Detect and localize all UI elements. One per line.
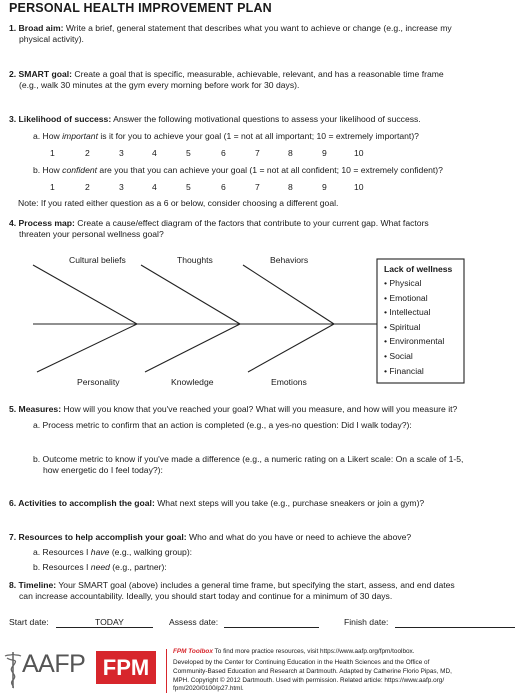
fishbone-label-emotions: Emotions (271, 377, 307, 387)
rating-option[interactable]: 6 (221, 148, 226, 158)
rating-option[interactable]: 4 (152, 182, 157, 192)
rating-option[interactable]: 5 (186, 148, 191, 158)
fishbone-label-thoughts: Thoughts (177, 255, 213, 265)
rating-option[interactable]: 7 (255, 148, 260, 158)
section-text-cont: physical activity). (19, 34, 84, 45)
likelihood-note: Note: If you rated either question as a 6 or below, consider choosing a different goal. (18, 198, 339, 208)
fishbone-bone (243, 265, 334, 324)
section-label: 5. Measures: (9, 404, 62, 414)
assess-date-label: Assess date: (169, 617, 219, 627)
fishbone-bone (33, 265, 137, 324)
rating-option[interactable]: 10 (354, 148, 364, 158)
outcome-item: • Spiritual (384, 321, 421, 332)
fishbone-bone (141, 265, 240, 324)
rating-option[interactable]: 2 (85, 148, 90, 158)
section-measures (9, 404, 457, 415)
fpm-logo: FPM (96, 651, 156, 684)
rating-option[interactable]: 3 (119, 148, 124, 158)
section-label: 4. Process map: (9, 218, 75, 228)
page-title: PERSONAL HEALTH IMPROVEMENT PLAN (9, 1, 272, 15)
section-text-cont: can increase accountability. Ideally, you should start today and continue for a minimum of 30 days. (19, 591, 393, 602)
outcome-item: • Intellectual (384, 307, 431, 318)
rating-option[interactable]: 5 (186, 182, 191, 192)
rating-option[interactable]: 2 (85, 182, 90, 192)
resources-have: a. Resources I have (e.g., walking group): (33, 547, 193, 557)
section-text: How will you know that you've reached your goal? What will you measure, and how will you measure it? (61, 404, 458, 414)
section-activities (9, 498, 424, 509)
finish-date-label: Finish date: (344, 617, 389, 627)
rating-option[interactable]: 3 (119, 182, 124, 192)
rating-option[interactable]: 1 (50, 148, 55, 158)
outcome-box-content (384, 263, 452, 378)
start-date-label: Start date: (9, 617, 49, 627)
section-label: 7. Resources to help accomplish your goal: (9, 532, 187, 542)
outcome-item: • Social (384, 350, 413, 361)
section-text: What next steps will you take (e.g., purchase sneakers or join a gym)? (154, 498, 425, 508)
section-text: Write a brief, general statement that describes what you want to achieve or change (e.g., increase my (63, 23, 452, 33)
outcome-item: • Physical (384, 278, 422, 288)
outcome-item: • Financial (384, 365, 424, 376)
section-label: 6. Activities to accomplish the goal: (9, 498, 155, 508)
fishbone-bone (37, 324, 137, 372)
fishbone-label-personality: Personality (77, 377, 120, 387)
rating-option[interactable]: 8 (288, 148, 293, 158)
section-text: Answer the following motivational questions to assess your likelihood of success. (111, 114, 421, 124)
start-date-value: TODAY (95, 617, 124, 627)
fishbone-bone (248, 324, 334, 372)
rating-option[interactable]: 7 (255, 182, 260, 192)
fishbone-label-cultural-beliefs: Cultural beliefs (69, 255, 126, 265)
section-text: Who and what do you have or need to achieve the above? (186, 532, 412, 542)
rating-option[interactable]: 9 (322, 148, 327, 158)
rating-option[interactable]: 1 (50, 182, 55, 192)
fishbone-bone (145, 324, 240, 372)
section-text-cont: (e.g., walk 30 minutes at the gym every morning before work for 30 days). (19, 80, 300, 91)
resources-need: b. Resources I need (e.g., partner): (33, 562, 167, 572)
outcome-item: • Emotional (384, 292, 428, 303)
section-text: Create a cause/effect diagram of the factors that contribute to your current gap. What factors (74, 218, 429, 228)
measures-process-metric: a. Process metric to confirm that an action is completed (e.g., a yes-no question: Did I walk today?): (33, 420, 412, 430)
footer-divider (166, 649, 167, 693)
fishbone-label-behaviors: Behaviors (270, 255, 309, 265)
rating-option[interactable]: 9 (322, 182, 327, 192)
section-text: Create a goal that is specific, measurable, achievable, relevant, and has a reasonable time frame (72, 69, 444, 79)
rating-option[interactable]: 8 (288, 182, 293, 192)
section-label: 1. Broad aim: (9, 23, 64, 33)
measures-outcome-metric: b. Outcome metric to know if you've made a difference (e.g., a numeric rating on a Likert scale: On a scale of 1-5, how energetic do I feel today?): (33, 454, 464, 476)
section-resources (9, 532, 411, 543)
section-label: 2. SMART goal: (9, 69, 73, 79)
outcome-title: Lack of wellness (384, 264, 453, 274)
section-text: Your SMART goal (above) includes a general time frame, but specifying the start, assess, and end dates (56, 580, 455, 590)
fishbone-label-knowledge: Knowledge (171, 377, 214, 387)
toolbox-line: FPM Toolbox To find more practice resources, visit https://www.aafp.org/fpm/toolbox. (173, 648, 415, 655)
rating-option[interactable]: 4 (152, 148, 157, 158)
footer-credit: Developed by the Center for Continuing Education in the Health Sciences and the Office of Community-Based Education and Research at Dartmouth. Adapted by Catherine Florio Pipas, MD, MPH. Copyright © 2012 Dartmouth. Used with permission. Related article: https://www.aafp.org/ fpm/2020/0100/p27.html. (173, 659, 452, 693)
section-text-cont: threaten your personal wellness goal? (19, 229, 164, 240)
rating-option[interactable]: 10 (354, 182, 364, 192)
assess-date-field[interactable] (224, 627, 319, 628)
section-timeline (9, 580, 455, 603)
aafp-logo: AAFP (22, 650, 86, 678)
caduceus-icon (3, 650, 23, 690)
section-label: 3. Likelihood of success: (9, 114, 112, 124)
rating-option[interactable]: 6 (221, 182, 226, 192)
finish-date-field[interactable] (395, 627, 515, 628)
outcome-item: • Environmental (384, 336, 445, 347)
question-importance: a. How important is it for you to achieve your goal (1 = not at all important; 10 = extremely important)? (33, 131, 419, 141)
section-label: 8. Timeline: (9, 580, 57, 590)
question-confidence: b. How confident are you that you can achieve your goal (1 = not at all confident; 10 = extremely confident)? (33, 165, 443, 175)
